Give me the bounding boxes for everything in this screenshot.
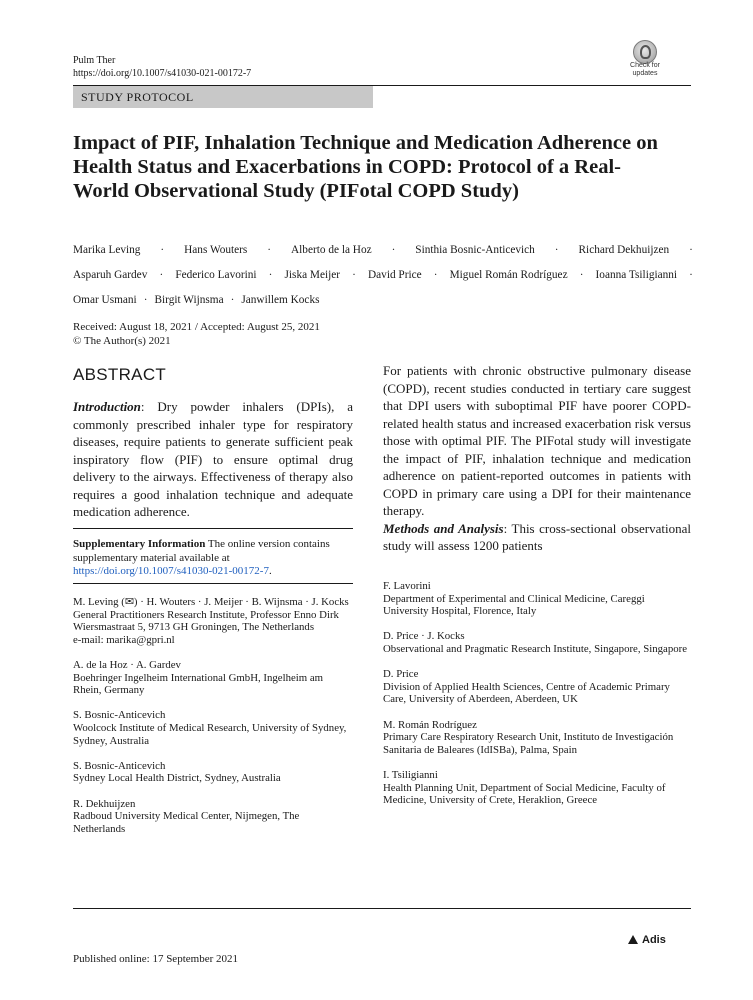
abstract-continued bbox=[383, 362, 691, 555]
check-updates-label: Check for updates bbox=[630, 62, 660, 77]
author-name[interactable]: Hans Wouters bbox=[184, 244, 248, 256]
affiliation-address: Radboud University Medical Center, Nijmegen, The Netherlands bbox=[73, 810, 300, 835]
affiliation-email[interactable]: e-mail: marika@gpri.nl bbox=[73, 633, 175, 646]
author-separator: · bbox=[159, 269, 164, 281]
affiliation-block bbox=[73, 659, 353, 697]
affiliation-authors: R. Dekhuijzen bbox=[73, 797, 136, 810]
author-line-1 bbox=[73, 238, 693, 263]
article-title: Impact of PIF, Inhalation Technique and Medication Adherence on Health Status and Exacerbations in COPD: Protocol of a Real-World Observational Study (PIFotal COPD Study) bbox=[73, 132, 658, 202]
author-name[interactable]: Richard Dekhuijzen bbox=[578, 244, 670, 256]
affiliation-block bbox=[383, 769, 691, 807]
publisher-logo bbox=[628, 934, 666, 946]
affiliation-address: Sydney Local Health District, Sydney, Australia bbox=[73, 772, 281, 785]
affiliation-block bbox=[383, 668, 691, 706]
supplementary-top-rule bbox=[73, 528, 353, 529]
affiliation-authors: F. Lavorini bbox=[383, 580, 431, 592]
author-name[interactable]: Alberto de la Hoz bbox=[291, 244, 372, 256]
author-separator: · bbox=[352, 269, 356, 281]
check-for-updates-badge[interactable] bbox=[626, 40, 664, 78]
author-name[interactable]: Birgit Wijnsma bbox=[154, 294, 224, 306]
affiliation-address: Primary Care Respiratory Research Unit, Instituto de Investigación Sanitaria de Baleares (IdISBa), Palma, Spain bbox=[383, 731, 674, 756]
methods-label: Methods and Analysis bbox=[383, 520, 504, 536]
author-name[interactable]: Marika Leving bbox=[73, 244, 141, 256]
affiliation-block bbox=[73, 760, 353, 785]
affiliation-block bbox=[73, 596, 353, 646]
article-dates bbox=[73, 320, 320, 348]
author-name[interactable]: Ioanna Tsiligianni bbox=[595, 269, 678, 281]
author-separator: · bbox=[579, 269, 584, 281]
author-separator: · bbox=[230, 294, 235, 306]
affiliation-authors: M. Leving (✉) · H. Wouters · J. Meijer · B. Wijnsma · J. Kocks bbox=[73, 596, 349, 608]
author-line-3 bbox=[73, 288, 693, 313]
affiliations-left bbox=[73, 596, 353, 848]
affiliation-address: Department of Experimental and Clinical Medicine, Careggi University Hospital, Florence, Italy bbox=[383, 592, 645, 618]
author-name[interactable]: Jiska Meijer bbox=[284, 269, 341, 281]
affiliation-address: Division of Applied Health Sciences, Centre of Academic Primary Care, University of Aberdeen, Aberdeen, UK bbox=[383, 680, 670, 706]
affiliation-address: Woolcock Institute of Medical Research, University of Sydney, Sydney, Australia bbox=[73, 721, 347, 747]
supplementary-label: Supplementary Information bbox=[73, 538, 206, 550]
supplementary-bottom-rule bbox=[73, 583, 353, 584]
affiliation-block bbox=[383, 719, 691, 757]
adis-triangle-icon bbox=[628, 935, 638, 944]
author-name[interactable]: Miguel Román Rodríguez bbox=[449, 269, 568, 281]
affiliation-block bbox=[73, 709, 353, 747]
publisher-name: Adis bbox=[642, 934, 666, 946]
affiliation-address: Observational and Pragmatic Research Institute, Singapore, Singapore bbox=[383, 642, 688, 655]
section-label: STUDY PROTOCOL bbox=[81, 90, 194, 104]
author-separator: · bbox=[689, 269, 693, 281]
supplementary-info bbox=[73, 538, 353, 579]
intro-label: Introduction bbox=[73, 399, 141, 414]
author-name[interactable]: Asparuh Gardev bbox=[73, 269, 148, 281]
author-separator: · bbox=[267, 244, 272, 256]
published-date: Published online: 17 September 2021 bbox=[73, 953, 238, 965]
journal-name: Pulm Ther bbox=[73, 55, 116, 66]
supplementary-text: The online version contains supplementary material available at bbox=[73, 538, 330, 564]
affiliation-block bbox=[73, 798, 353, 836]
supplementary-link[interactable]: https://doi.org/10.1007/s41030-021-00172-7 bbox=[73, 565, 269, 577]
author-separator: · bbox=[689, 244, 693, 256]
affiliation-authors: M. Román Rodríguez bbox=[383, 718, 477, 731]
methods-text: : This cross-sectional observational study will assess 1200 patients bbox=[383, 520, 691, 553]
author-list bbox=[73, 238, 693, 313]
abstract-intro bbox=[73, 398, 353, 521]
affiliations-right bbox=[383, 580, 691, 819]
abstract-heading: ABSTRACT bbox=[73, 365, 167, 384]
check-updates-icon bbox=[633, 40, 657, 64]
author-name[interactable]: David Price bbox=[368, 269, 422, 281]
affiliation-authors: A. de la Hoz · A. Gardev bbox=[73, 658, 181, 671]
author-name[interactable]: Omar Usmani bbox=[73, 294, 137, 306]
journal-info bbox=[73, 54, 251, 80]
affiliation-authors: D. Price bbox=[383, 668, 419, 681]
continued-text: For patients with chronic obstructive pulmonary disease (COPD), recent studies conducted in tertiary care suggest that DPI users with suboptimal PIF have poorer COPD-related health status and increased exacerbation risk versus those with optimal PIF. The PIFotal study will investigate the impact of PIF, inhalation technique and medication adherence on patient-reported outcomes in patients with COPD in primary care using a DPI for their maintenance therapy. bbox=[383, 363, 691, 518]
section-band bbox=[73, 86, 373, 108]
affiliation-authors: S. Bosnic-Anticevich bbox=[73, 709, 166, 722]
affiliation-authors: I. Tsiligianni bbox=[383, 768, 438, 781]
author-name[interactable]: Sinthia Bosnic-Anticevich bbox=[415, 244, 535, 256]
affiliation-authors: D. Price · J. Kocks bbox=[383, 630, 465, 643]
author-separator: · bbox=[554, 244, 559, 256]
affiliation-block bbox=[383, 580, 691, 618]
author-name[interactable]: Janwillem Kocks bbox=[241, 294, 320, 306]
affiliation-address: General Practitioners Research Institute, Professor Enno Dirk Wiersmastraat 5, 9713 GH Groningen, The Netherlands bbox=[73, 608, 339, 634]
footer-rule bbox=[73, 908, 691, 909]
affiliation-address: Health Planning Unit, Department of Social Medicine, Faculty of Medicine, University of Crete, Heraklion, Greece bbox=[383, 781, 666, 807]
author-line-2 bbox=[73, 263, 693, 288]
author-separator: · bbox=[268, 269, 273, 281]
affiliation-block bbox=[383, 630, 691, 655]
article-doi[interactable]: https://doi.org/10.1007/s41030-021-00172-7 bbox=[73, 68, 252, 79]
author-separator: · bbox=[391, 244, 396, 256]
author-separator: · bbox=[433, 269, 438, 281]
author-name[interactable]: Federico Lavorini bbox=[175, 269, 257, 281]
author-separator: · bbox=[160, 244, 165, 256]
affiliation-authors: S. Bosnic-Anticevich bbox=[73, 759, 166, 772]
supplementary-end: . bbox=[268, 565, 272, 577]
received-accepted: Received: August 18, 2021 / Accepted: August 25, 2021 bbox=[73, 321, 320, 333]
copyright: © The Author(s) 2021 bbox=[73, 335, 171, 347]
affiliation-address: Boehringer Ingelheim International GmbH, Ingelheim am Rhein, Germany bbox=[73, 671, 324, 697]
intro-text: : Dry powder inhalers (DPIs), a commonly prescribed inhaler type for respiratory diseases, require patients to generate sufficient peak inspiratory flow (PIF) to ensure optimal drug delivery to the airways. Effectiveness of therapy also requires a good inhalation technique and adequate medication adherence. bbox=[73, 399, 353, 519]
author-separator: · bbox=[143, 294, 148, 306]
